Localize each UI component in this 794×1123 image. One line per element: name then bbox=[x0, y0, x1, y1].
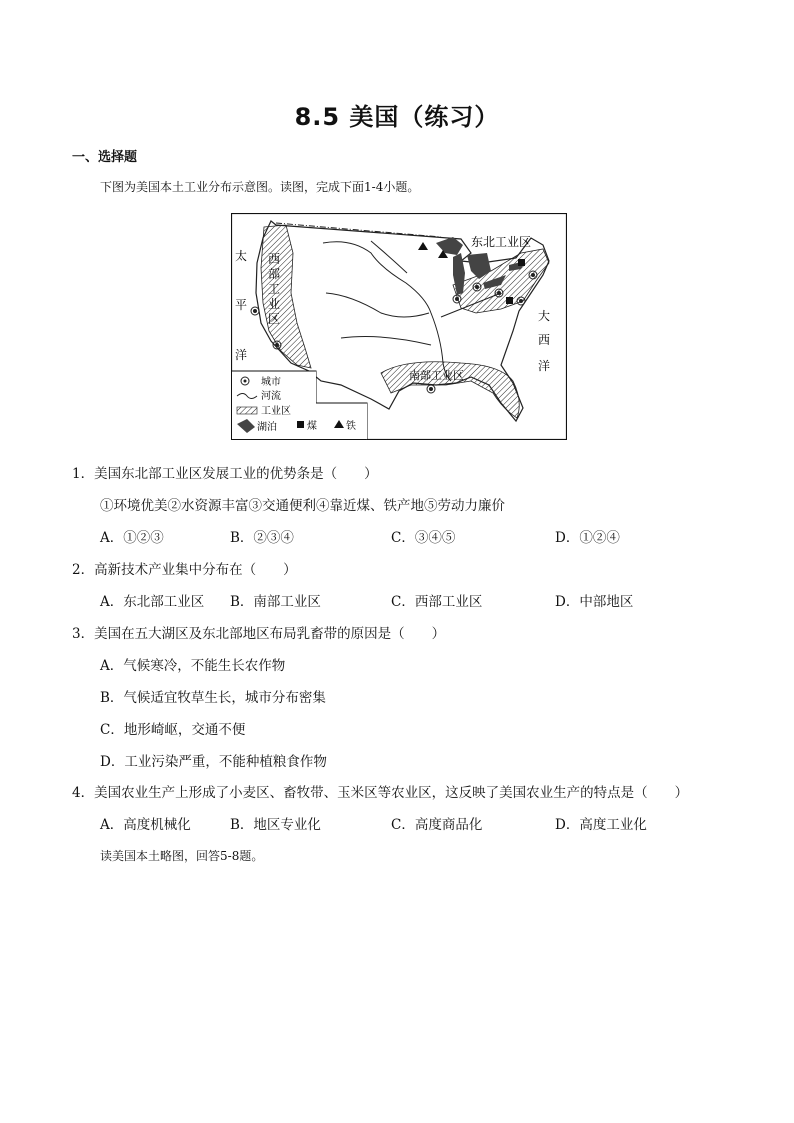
svg-text:平: 平 bbox=[235, 298, 248, 312]
q3-option-b[interactable]: B．气候适宜牧草生长，城市分布密集 bbox=[100, 690, 326, 706]
us-industry-map bbox=[231, 213, 567, 440]
q4-option-d[interactable]: D．高度工业化 bbox=[555, 817, 647, 833]
svg-text:区: 区 bbox=[268, 312, 281, 326]
intro-text-1: 下图为美国本土工业分布示意图。读图，完成下面1-4小题。 bbox=[100, 180, 420, 194]
svg-text:洋: 洋 bbox=[538, 359, 551, 373]
q1-option-b[interactable]: B．②③④ bbox=[230, 530, 294, 546]
q1-option-c[interactable]: C．③④⑤ bbox=[391, 530, 456, 546]
intro-text-2: 读美国本土略图，回答5-8题。 bbox=[100, 849, 264, 863]
q3-option-d[interactable]: D．工业污染严重，不能种植粮食作物 bbox=[100, 754, 327, 770]
svg-text:部: 部 bbox=[268, 267, 281, 281]
q4-option-b[interactable]: B．地区专业化 bbox=[230, 817, 321, 833]
q2-option-b[interactable]: B．南部工业区 bbox=[230, 594, 321, 610]
svg-text:洋: 洋 bbox=[235, 348, 248, 362]
q2-option-d[interactable]: D．中部地区 bbox=[555, 594, 634, 610]
q4-option-c[interactable]: C．高度商品化 bbox=[391, 817, 483, 833]
legend-industry: 工业区 bbox=[261, 406, 291, 417]
legend-river: 河流 bbox=[261, 391, 281, 402]
legend-city: 城市 bbox=[261, 377, 281, 388]
question-1-conditions: ①环境优美②水资源丰富③交通便利④靠近煤、铁产地⑤劳动力廉价 bbox=[100, 498, 505, 514]
q2-option-c[interactable]: C．西部工业区 bbox=[391, 594, 483, 610]
legend-iron: 铁 bbox=[346, 421, 356, 432]
svg-text:大: 大 bbox=[538, 309, 551, 323]
q1-option-d[interactable]: D．①②④ bbox=[555, 530, 620, 546]
q1-option-a[interactable]: A．①②③ bbox=[100, 530, 164, 546]
svg-text:业: 业 bbox=[268, 297, 281, 311]
svg-text:西: 西 bbox=[538, 333, 551, 347]
question-3: 3．美国在五大湖区及东北部地区布局乳畜带的原因是（ ） bbox=[72, 626, 446, 642]
west-industry-label bbox=[268, 252, 280, 326]
question-4: 4．美国农业生产上形成了小麦区、畜牧带、玉米区等农业区，这反映了美国农业生产的特点是（ ） bbox=[72, 785, 689, 801]
ne-industry-label: 东北工业区 bbox=[471, 235, 532, 249]
svg-text:太: 太 bbox=[235, 249, 248, 263]
legend-lake: 湖泊 bbox=[257, 422, 277, 433]
q4-option-a[interactable]: A．高度机械化 bbox=[100, 817, 191, 833]
question-1: 1．美国东北部工业区发展工业的优势条是（ ） bbox=[72, 466, 378, 482]
page-title: 8.5 美国（练习） bbox=[294, 103, 500, 131]
coal-marker bbox=[518, 259, 525, 266]
q2-option-a[interactable]: A．东北部工业区 bbox=[100, 594, 205, 610]
atlantic-ocean-label bbox=[538, 308, 550, 373]
south-industry-label: 南部工业区 bbox=[409, 369, 464, 382]
q3-option-c[interactable]: C．地形崎岖，交通不便 bbox=[100, 722, 246, 738]
coal-marker bbox=[506, 297, 513, 304]
section-heading: 一、选择题 bbox=[72, 150, 138, 165]
svg-text:工: 工 bbox=[268, 282, 281, 296]
q3-option-a[interactable]: A．气候寒冷，不能生长农作物 bbox=[100, 658, 286, 674]
svg-text:西: 西 bbox=[268, 252, 281, 266]
question-2: 2．高新技术产业集中分布在（ ） bbox=[72, 562, 297, 578]
legend-coal: 煤 bbox=[307, 421, 317, 432]
